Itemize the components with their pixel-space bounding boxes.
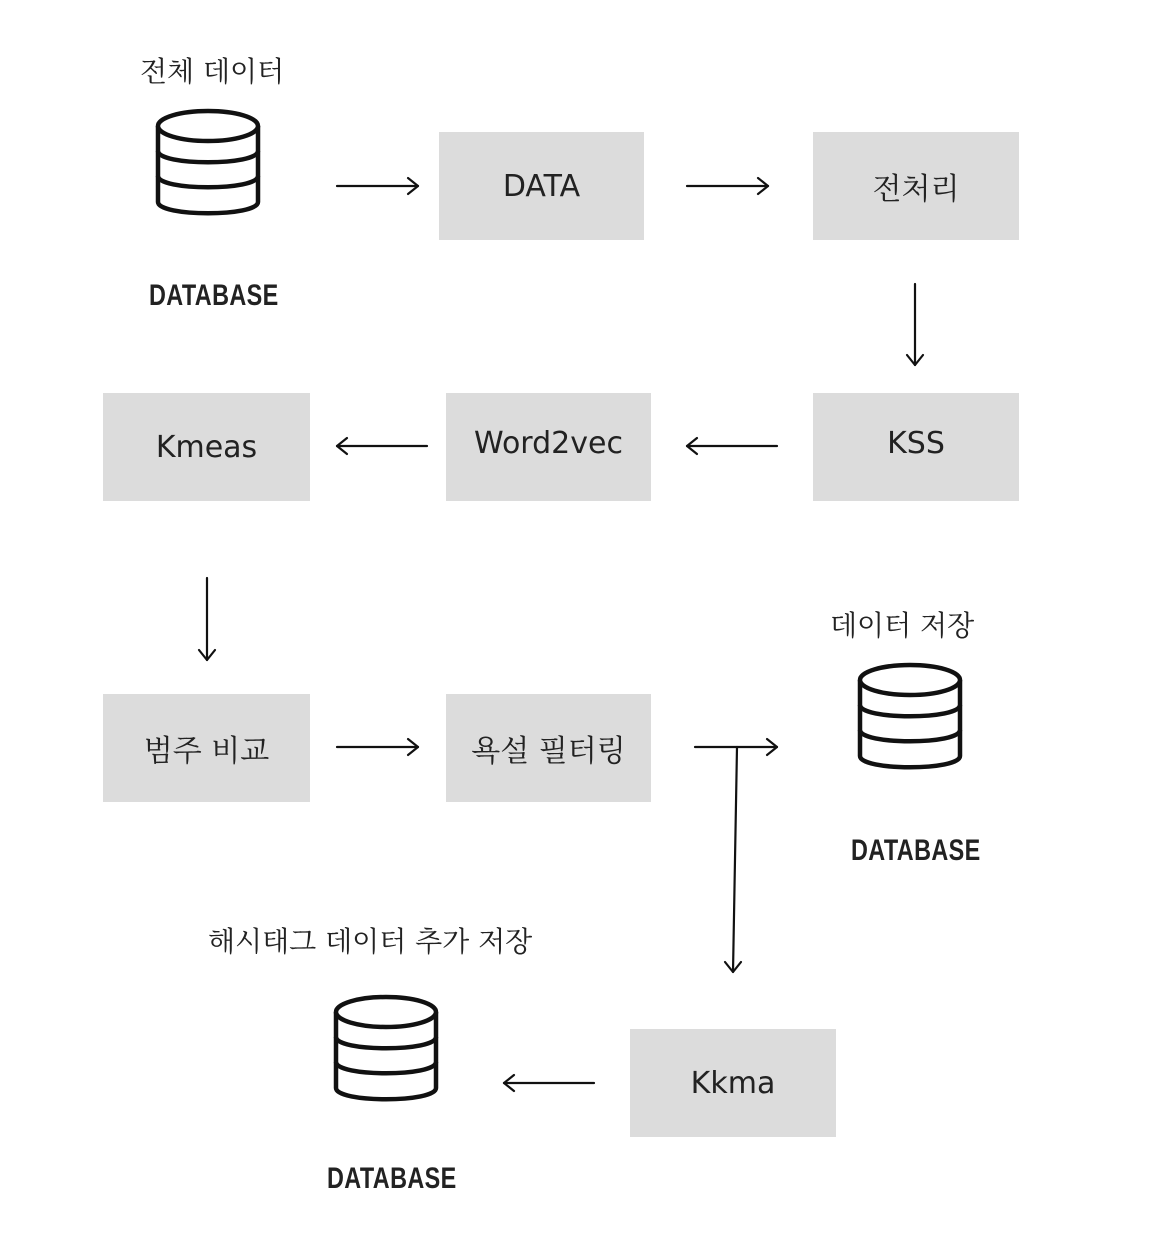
- arrow-db-to-data: [337, 178, 418, 194]
- word2vec-box: Word2vec: [446, 393, 651, 501]
- kmeas-box: Kmeas: [103, 393, 310, 501]
- kkma-box: Kkma: [630, 1029, 836, 1137]
- stored-db-label: DATABASE: [851, 834, 981, 867]
- hashtag-db-label: DATABASE: [327, 1162, 457, 1195]
- source-db-caption: 전체 데이터: [140, 55, 285, 88]
- profanity-filter-box: 욕설 필터링: [446, 694, 651, 802]
- arrow-category-to-filter: [337, 739, 418, 755]
- preprocess-box: 전처리: [813, 132, 1019, 240]
- data-box: DATA: [439, 132, 644, 240]
- arrow-kkma-to-hashtag-db: [504, 1075, 594, 1091]
- arrow-word2vec-to-kmeas: [337, 438, 427, 454]
- hashtag-db-caption: 해시태그 데이터 추가 저장: [208, 925, 533, 958]
- source-database-icon: [158, 111, 258, 213]
- hashtag-database-icon: [336, 997, 436, 1099]
- arrow-preprocess-to-kss: [907, 284, 923, 365]
- arrow-kss-to-word2vec: [687, 438, 777, 454]
- source-db-label: DATABASE: [149, 279, 279, 312]
- arrow-branch-to-kkma: [725, 747, 741, 972]
- kss-box: KSS: [813, 393, 1019, 501]
- stored-db-caption: 데이터 저장: [830, 609, 975, 642]
- arrow-kmeas-to-category: [199, 578, 215, 660]
- arrow-data-to-preprocess: [687, 178, 768, 194]
- category-compare-box: 범주 비교: [103, 694, 310, 802]
- stored-database-icon: [860, 665, 960, 767]
